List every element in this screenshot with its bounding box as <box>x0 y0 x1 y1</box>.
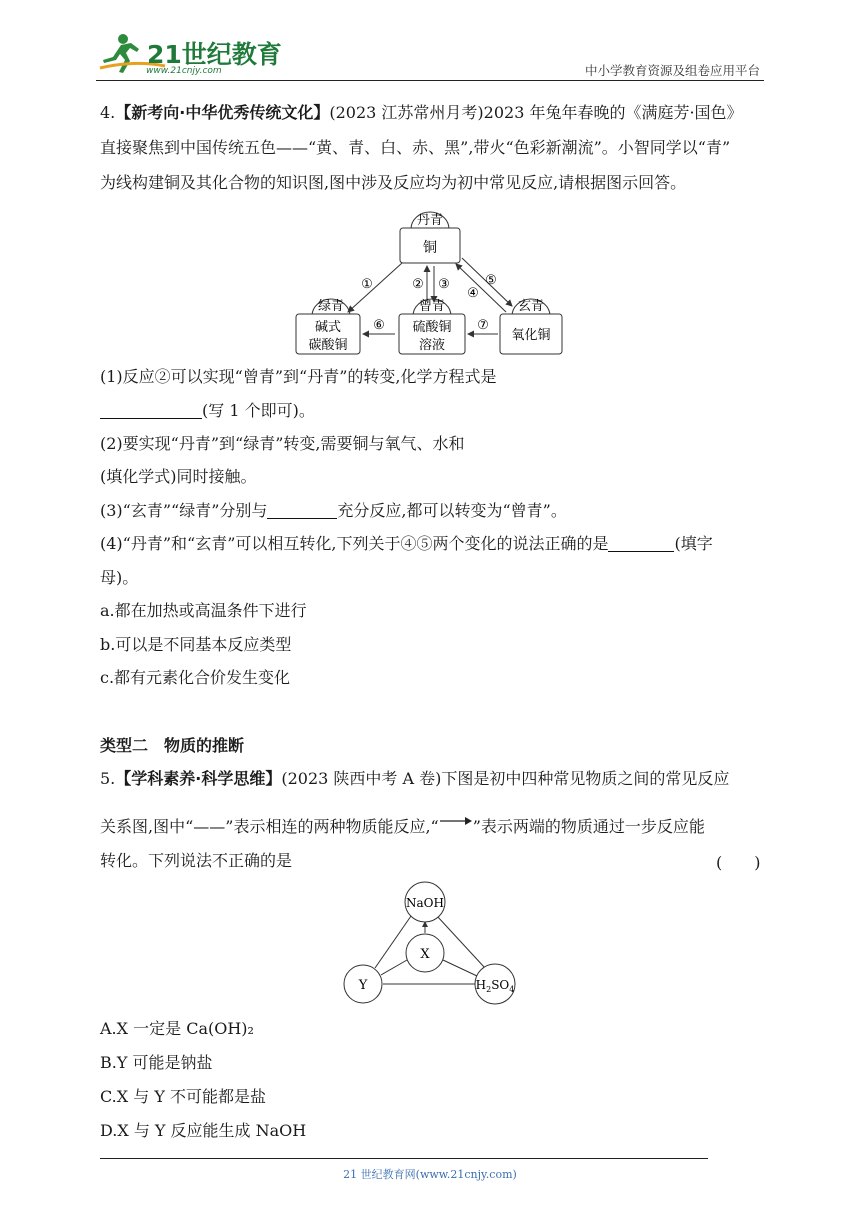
q4-part4-tail: (填字 <box>674 534 713 553</box>
q4-option-b: b.可以是不同基本反应类型 <box>100 635 292 654</box>
liusuan-label-2: 溶液 <box>418 338 446 353</box>
q4-line2: 直接聚焦到中国传统五色——“黄、青、白、赤、黑”,带火“色彩新潮流”。小智同学以“青” <box>100 138 731 157</box>
tong-label: 铜 <box>423 240 437 256</box>
q4-option-a: a.都在加热或高温条件下进行 <box>100 601 307 620</box>
xuan-qing-label: 玄青 <box>517 299 545 314</box>
ceng-qing-label: 曾青 <box>418 299 446 314</box>
answer-blank-4[interactable] <box>608 535 674 552</box>
lv-qing-label: 绿青 <box>317 299 345 314</box>
substance-relation-diagram <box>335 880 525 1010</box>
q4-line1-text: (2023 江苏常州月考)2023 年兔年春晚的《满庭芳·国色》 <box>329 103 743 122</box>
line-y-naoh <box>375 916 411 968</box>
answer-blank-1[interactable] <box>100 402 202 419</box>
q5-line2-head: 关系图,图中“——”表示相连的两种物质能反应,“ <box>100 817 439 836</box>
section-title: 类型二 物质的推断 <box>100 736 245 755</box>
line-x-y <box>381 960 407 975</box>
x-label: X <box>420 947 430 962</box>
q5-line3: 转化。下列说法不正确的是 <box>100 851 293 870</box>
q5-option-a: A.X 一定是 Ca(OH)₂ <box>100 1019 254 1038</box>
q4-part3-head: (3)“玄青”“绿青”分别与 <box>100 501 268 520</box>
h2so4-sub2: 2 <box>486 985 492 994</box>
platform-name: 中小学教育资源及组卷应用平台 <box>584 63 760 78</box>
jianshi-label-2: 碳酸铜 <box>308 338 348 353</box>
q5-option-c: C.X 与 Y 不可能都是盐 <box>100 1087 266 1106</box>
q5-line2-tail: ”表示两端的物质通过一步反应能 <box>472 817 705 836</box>
q4-part4-line2: 母)。 <box>100 568 139 587</box>
q5-option-b: B.Y 可能是钠盐 <box>100 1053 213 1072</box>
h2so4-so: SO <box>491 978 510 992</box>
liusuan-label-1: 硫酸铜 <box>412 320 452 335</box>
footer-text: 21 世纪教育网(www.21cnjy.com) <box>343 1168 517 1181</box>
h2so4-sub4: 4 <box>509 985 515 994</box>
q4-part3 <box>100 500 567 522</box>
q4-line1 <box>100 102 743 124</box>
arrow-symbol-icon <box>439 814 473 828</box>
label-r4: ④ <box>467 286 479 301</box>
q5-tag: 【学科素养·科学思维】 <box>115 769 282 788</box>
label-r2: ② <box>412 277 424 292</box>
q4-part1-tail: (写 1 个即可)。 <box>202 401 315 420</box>
answer-paren[interactable]: ( ) <box>716 853 761 872</box>
q4-number: 4. <box>100 103 116 122</box>
label-r1: ① <box>361 277 373 292</box>
q5-line1 <box>100 768 729 790</box>
logo-text: 21世纪教育 <box>147 40 282 69</box>
q4-part1-line2 <box>100 400 315 422</box>
copper-knowledge-diagram <box>290 196 570 360</box>
q4-part2-line1: (2)要实现“丹青”到“绿青”转变,需要铜与氧气、水和 <box>100 434 465 453</box>
arrow-1 <box>348 263 402 312</box>
h2so4-h: H <box>475 978 487 992</box>
logo-url: www.21cnjy.com <box>146 66 222 76</box>
line-x-h2so4 <box>443 960 477 976</box>
q4-tag: 【新考向·中华优秀传统文化】 <box>115 103 330 122</box>
q5-number: 5. <box>100 769 116 788</box>
yanghua-label: 氧化铜 <box>511 328 551 343</box>
jianshi-label-1: 碱式 <box>314 320 342 335</box>
answer-blank-3[interactable] <box>267 502 337 519</box>
label-r3: ③ <box>438 277 450 292</box>
header-divider <box>96 80 764 81</box>
arrow-4 <box>456 264 506 312</box>
q4-part4-head: (4)“丹青”和“玄青”可以相互转化,下列关于④⑤两个变化的说法正确的是 <box>100 534 609 553</box>
q4-line3: 为线构建铜及其化合物的知识图,图中涉及反应均为初中常见反应,请根据图示回答。 <box>100 173 687 192</box>
footer-divider <box>100 1158 708 1159</box>
q5-line2 <box>100 814 705 838</box>
label-r5: ⑤ <box>485 273 497 288</box>
y-label: Y <box>358 978 368 993</box>
q5-option-d: D.X 与 Y 反应能生成 NaOH <box>100 1121 307 1140</box>
q4-part1-line1: (1)反应②可以实现“曾青”到“丹青”的转变,化学方程式是 <box>100 367 497 386</box>
label-r6: ⑥ <box>373 318 385 333</box>
q5-line1-text: (2023 陕西中考 A 卷)下图是初中四种常见物质之间的常见反应 <box>281 769 730 788</box>
q4-option-c: c.都有元素化合价发生变化 <box>100 668 291 687</box>
q4-part2-line2: (填化学式)同时接触。 <box>100 467 257 486</box>
page-header <box>0 0 860 90</box>
dan-qing-label: 丹青 <box>416 213 444 228</box>
label-r7: ⑦ <box>477 318 489 333</box>
h2so4-label <box>476 978 515 994</box>
naoh-label: NaOH <box>406 896 444 910</box>
q4-part3-tail: 充分反应,都可以转变为“曾青”。 <box>337 501 567 520</box>
q4-part4-line1 <box>100 533 713 555</box>
